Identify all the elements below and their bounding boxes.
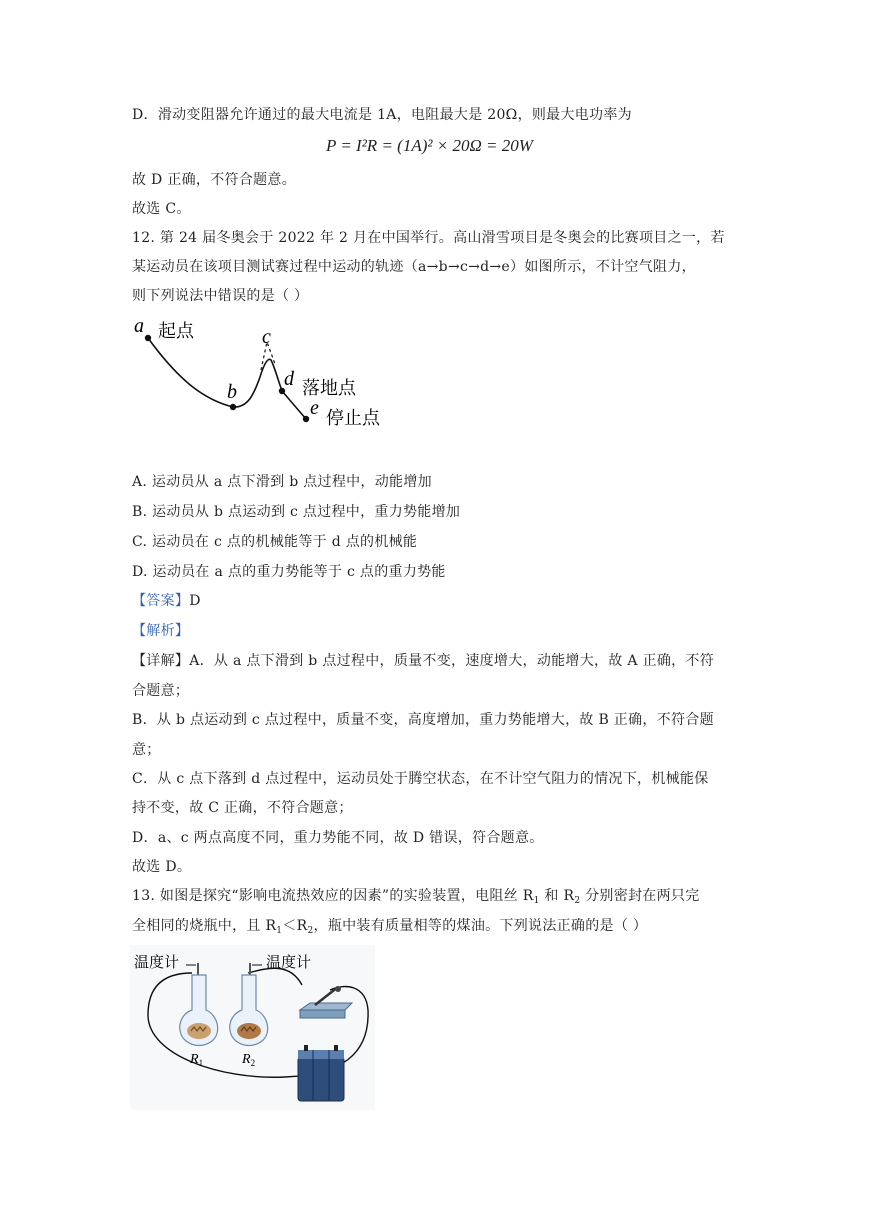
- heating-experiment-figure: [130, 945, 375, 1110]
- q12-option-c: C. 运动员在 c 点的机械能等于 d 点的机械能: [132, 534, 418, 550]
- q12-line3: 则下列说法中错误的是（ ）: [132, 288, 309, 304]
- ski-trajectory-figure: [130, 312, 400, 434]
- label-r1-sub: 1: [198, 1058, 204, 1068]
- q13-line2: [132, 917, 647, 940]
- q12-detail-a-line2: 合题意；: [132, 683, 190, 699]
- q13-line1: [132, 887, 700, 910]
- battery-icon: [298, 1045, 344, 1101]
- q12-option-b: B. 运动员从 b 点运动到 c 点过程中，重力势能增加: [132, 504, 461, 520]
- q13-line2-part-c: ，瓶中装有质量相等的煤油。下列说法正确的是（ ）: [313, 918, 648, 934]
- label-b: b: [227, 381, 237, 403]
- label-d: d: [284, 368, 294, 390]
- point-e: [303, 416, 309, 422]
- label-r2-sub: 2: [250, 1058, 256, 1068]
- q12-detail-c-line2: 持不变，故 C 正确，不符合题意；: [132, 800, 353, 816]
- label-r2-letter: R: [242, 1052, 251, 1067]
- q13-line2-part-a: 全相同的烧瓶中，且 R: [132, 918, 277, 934]
- q12-detail-b-line2: 意；: [132, 742, 161, 758]
- q12-detail-a-line1: [132, 652, 714, 670]
- analysis-tag: 【解析】: [132, 623, 190, 639]
- label-e: e: [310, 397, 319, 419]
- answer-value: D: [189, 593, 201, 609]
- point-b: [230, 404, 236, 410]
- label-stop: 停止点: [326, 408, 380, 428]
- q13-r1-subscript: 1: [533, 896, 540, 906]
- q13-line1-part-b: 和 R: [539, 888, 575, 904]
- label-a: a: [134, 315, 144, 337]
- prev-choose: 故选 C。: [132, 201, 191, 217]
- label-r1-letter: R: [190, 1052, 199, 1067]
- q13-line2-r2-subscript: 2: [307, 926, 314, 936]
- q13-line2-r1-subscript: 1: [276, 926, 283, 936]
- q12-option-a: A. 运动员从 a 点下滑到 b 点过程中，动能增加: [132, 474, 432, 490]
- q13-r2-subscript: 2: [574, 896, 581, 906]
- q12-detail-d: D．a、c 两点高度不同，重力势能不同，故 D 错误，符合题意。: [132, 830, 544, 846]
- q12-option-d: D. 运动员在 a 点的重力势能等于 c 点的重力势能: [132, 564, 446, 580]
- q12-answer: [132, 592, 201, 610]
- answer-tag: 【答案】: [132, 593, 190, 609]
- point-a: [145, 335, 151, 341]
- label-thermometer-right: 温度计: [266, 955, 312, 971]
- label-thermometer-left: 温度计: [134, 955, 180, 971]
- trajectory-curve: [148, 338, 306, 419]
- q13-line1-part-c: 分别密封在两只完: [580, 888, 700, 904]
- q13-line1-part-a: 13. 如图是探究“影响电流热效应的因素”的实验装置，电阻丝 R: [132, 888, 534, 904]
- prev-d-conclusion: 故 D 正确，不符合题意。: [132, 172, 297, 188]
- q12-line2: 某运动员在该项目测试赛过程中运动的轨迹（a→b→c→d→e）如图所示，不计空气阻力，: [132, 259, 696, 275]
- q12-analysis-tag: [132, 622, 189, 640]
- q12-line1: 12. 第 24 届冬奥会于 2022 年 2 月在中国举行。高山滑雪项目是冬奥会的比赛项目之一，若: [132, 230, 725, 246]
- label-landing: 落地点: [302, 378, 356, 398]
- q13-line2-part-b: ＜R: [282, 918, 308, 934]
- prev-d-line: D．滑动变阻器允许通过的最大电流是 1A，电阻最大是 20Ω，则最大电功率为: [132, 107, 632, 123]
- power-formula: [326, 136, 533, 156]
- label-start: 起点: [158, 321, 194, 341]
- detail-tag: 【详解】: [132, 653, 190, 669]
- q12-detail-c-line1: C．从 c 点下落到 d 点过程中，运动员处于腾空状态，在不计空气阻力的情况下，机械能保: [132, 771, 709, 787]
- q12-choose: 故选 D。: [132, 859, 192, 875]
- q12-detail-b-line1: B．从 b 点运动到 c 点过程中，质量不变，高度增加，重力势能增大，故 B 正确，不符合题: [132, 712, 714, 728]
- label-c: c: [262, 326, 271, 348]
- detail-a-text: A．从 a 点下滑到 b 点过程中，质量不变，速度增大，动能增大，故 A 正确，不符: [189, 653, 715, 669]
- formula-text: P = I²R = (1A)² × 20Ω = 20W: [326, 136, 533, 155]
